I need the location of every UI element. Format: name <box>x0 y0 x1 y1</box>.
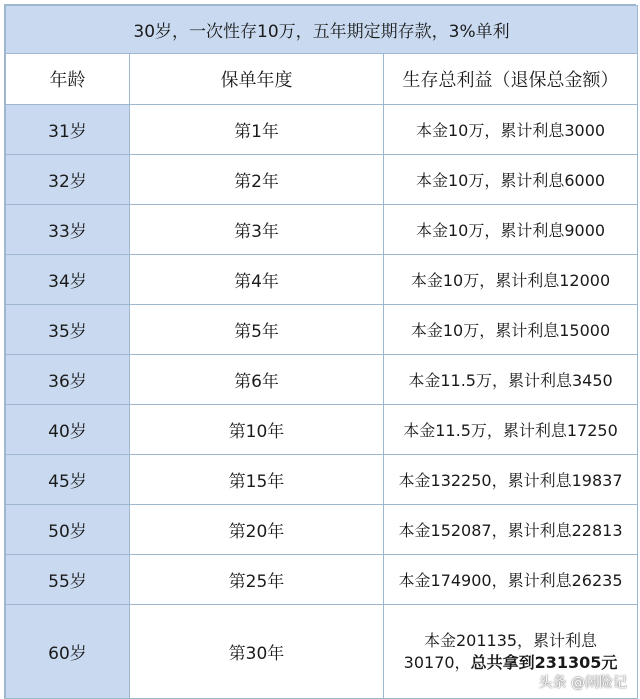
policy-year-cell: 第3年 <box>130 205 384 255</box>
age-cell: 34岁 <box>6 255 130 305</box>
policy-year-cell: 第6年 <box>130 355 384 405</box>
savings-table-sheet <box>4 4 636 699</box>
final-total-amount: 总共拿到231305元 <box>470 652 618 672</box>
policy-year-cell: 第1年 <box>130 105 384 155</box>
table-row <box>6 205 638 255</box>
header-policy-year: 保单年度 <box>130 54 384 105</box>
age-cell: 45岁 <box>6 455 130 505</box>
age-cell: 40岁 <box>6 405 130 455</box>
header-age: 年龄 <box>6 54 130 105</box>
policy-year-cell: 第2年 <box>130 155 384 205</box>
final-benefit-line2-prefix: 30170， <box>403 652 471 672</box>
benefit-cell: 本金132250，累计利息19837 <box>384 455 638 505</box>
policy-year-cell: 第10年 <box>130 405 384 455</box>
policy-year-cell: 第4年 <box>130 255 384 305</box>
age-cell: 32岁 <box>6 155 130 205</box>
policy-year-cell: 第15年 <box>130 455 384 505</box>
final-benefit-line1: 本金201135，累计利息 <box>423 630 598 650</box>
benefit-cell: 本金10万，累计利息3000 <box>384 105 638 155</box>
benefit-cell: 本金174900，累计利息26235 <box>384 555 638 605</box>
title-row <box>6 6 638 54</box>
table-row <box>6 405 638 455</box>
header-row <box>6 54 638 105</box>
table-row <box>6 305 638 355</box>
benefit-cell: 本金152087，累计利息22813 <box>384 505 638 555</box>
table-row <box>6 255 638 305</box>
age-cell: 50岁 <box>6 505 130 555</box>
policy-year-cell: 第20年 <box>130 505 384 555</box>
age-cell: 35岁 <box>6 305 130 355</box>
benefit-cell: 本金10万，累计利息6000 <box>384 155 638 205</box>
policy-year-cell: 第5年 <box>130 305 384 355</box>
age-cell: 55岁 <box>6 555 130 605</box>
age-cell: 60岁 <box>6 605 130 699</box>
policy-year-cell: 第30年 <box>130 605 384 699</box>
table-row <box>6 155 638 205</box>
benefit-cell: 本金11.5万，累计利息17250 <box>384 405 638 455</box>
header-benefit: 生存总利益（退保总金额） <box>384 54 638 105</box>
table-row <box>6 505 638 555</box>
age-cell: 36岁 <box>6 355 130 405</box>
table-row <box>6 455 638 505</box>
age-cell: 33岁 <box>6 205 130 255</box>
table-row <box>6 105 638 155</box>
table-title: 30岁，一次性存10万，五年期定期存款，3%单利 <box>6 6 638 54</box>
policy-year-cell: 第25年 <box>130 555 384 605</box>
savings-table <box>5 5 638 699</box>
age-cell: 31岁 <box>6 105 130 155</box>
table-row <box>6 555 638 605</box>
benefit-cell: 本金11.5万，累计利息3450 <box>384 355 638 405</box>
benefit-cell: 本金10万，累计利息12000 <box>384 255 638 305</box>
benefit-cell: 本金10万，累计利息9000 <box>384 205 638 255</box>
benefit-cell: 本金10万，累计利息15000 <box>384 305 638 355</box>
table-row <box>6 355 638 405</box>
watermark: 头条 @闲险记 <box>538 675 627 691</box>
